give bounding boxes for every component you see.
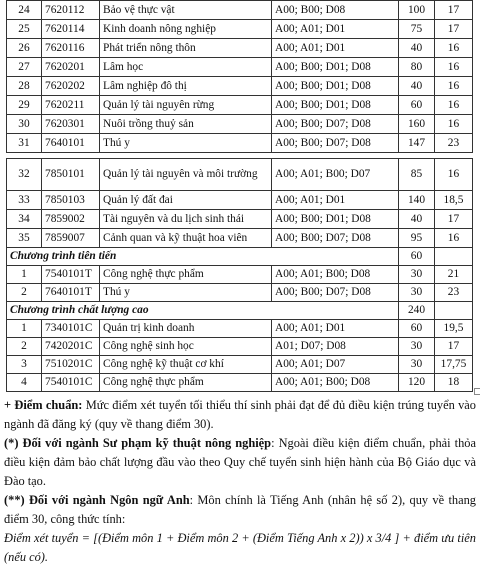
major-name: Nuôi trồng thuỷ sản [100,115,272,134]
subject-combination: A00; A01; D01 [272,191,399,210]
note-formula: Điểm xét tuyển = [(Điểm môn 1 + Điểm môn 2 + (Điểm Tiếng Anh x 2)) x 3/4 ] + điểm ưu tiên (nếu có). [4,531,476,564]
subject-combination: A01; D07; D08 [272,338,399,356]
major-name: Kinh doanh nông nghiệp [100,20,272,39]
section-row [7,248,473,266]
section-title: Chương trình chất lượng cao [7,302,399,320]
note-agri-pedagogy-label: (*) Đối với ngành Sư phạm kỹ thuật nông nghiệp [4,436,272,450]
quota: 30 [399,338,435,356]
major-code: 7640101T [42,284,100,302]
row-number: 33 [7,191,42,210]
major-name: Thú y [100,134,272,153]
table-row [7,229,473,248]
subject-combination: A00; B00; D01; D08 [272,96,399,115]
standard-score: 16 [435,39,473,58]
table-row [7,58,473,77]
subject-combination: A00; B00; D08 [272,1,399,20]
row-number: 24 [7,1,42,20]
standard-score: 17,75 [435,356,473,374]
major-name: Công nghệ thực phẩm [100,266,272,284]
standard-score: 16 [435,77,473,96]
table-row [7,320,473,338]
major-name: Quản trị kinh doanh [100,320,272,338]
quota: 30 [399,284,435,302]
section-title: Chương trình tiên tiến [7,248,399,266]
major-code: 7420201C [42,338,100,356]
quota: 75 [399,20,435,39]
empty-cell [435,248,473,266]
major-name: Công nghệ kỹ thuật cơ khí [100,356,272,374]
row-number: 29 [7,96,42,115]
standard-score: 16 [435,159,473,191]
row-number: 27 [7,58,42,77]
major-name: Thú y [100,284,272,302]
standard-score: 17 [435,338,473,356]
note-english-text: : Môn chính là Tiếng Anh (nhân hệ số 2), quy về thang điểm 30, công thức tính: [4,493,476,526]
subject-combination: A00; B00; D07; D08 [272,134,399,153]
table-row [7,115,473,134]
subject-combination: A00; B00; D01; D08 [272,58,399,77]
notes-section [4,396,476,567]
quota: 85 [399,159,435,191]
standard-score: 19,5 [435,320,473,338]
major-name: Công nghệ sinh học [100,338,272,356]
table-row [7,210,473,229]
row-number: 28 [7,77,42,96]
standard-score: 18,5 [435,191,473,210]
row-number: 26 [7,39,42,58]
note-agri-pedagogy [4,434,476,491]
standard-score: 16 [435,229,473,248]
standard-score: 17 [435,210,473,229]
major-code: 7620114 [42,20,100,39]
quota: 40 [399,210,435,229]
major-name: Bảo vệ thực vật [100,1,272,20]
section-row [7,302,473,320]
quota: 80 [399,58,435,77]
major-name: Lâm nghiệp đô thị [100,77,272,96]
row-number: 31 [7,134,42,153]
subject-combination: A00; A01; B00; D08 [272,374,399,392]
standard-score: 23 [435,284,473,302]
quota: 140 [399,191,435,210]
quota: 120 [399,374,435,392]
note-standard-score-text: Mức điểm xét tuyển tối thiểu thí sinh phải đạt để đủ điều kiện trúng tuyển vào ngành đã đăng ký (quy về thang điểm 30). [4,398,476,431]
section-quota: 60 [399,248,435,266]
major-code: 7510201C [42,356,100,374]
table-row [7,159,473,191]
admission-score-table [6,0,473,392]
row-number: 30 [7,115,42,134]
quota: 30 [399,266,435,284]
standard-score: 17 [435,1,473,20]
quota: 60 [399,96,435,115]
table-row [7,77,473,96]
note-english-label: (**) Đối với ngành Ngôn ngữ Anh [4,493,190,507]
row-number: 32 [7,159,42,191]
row-number: 3 [7,356,42,374]
major-code: 7340101C [42,320,100,338]
table-row [7,20,473,39]
major-code: 7620211 [42,96,100,115]
note-standard-score-label: + Điểm chuẩn: [4,398,83,412]
major-code: 7620112 [42,1,100,20]
row-number: 4 [7,374,42,392]
table-row [7,356,473,374]
major-name: Quản lý tài nguyên rừng [100,96,272,115]
major-code: 7620116 [42,39,100,58]
row-number: 1 [7,266,42,284]
standard-score: 23 [435,134,473,153]
table-row [7,1,473,20]
quota: 160 [399,115,435,134]
major-name: Lâm học [100,58,272,77]
table-row [7,338,473,356]
note-english [4,491,476,529]
table-row [7,134,473,153]
subject-combination: A00; B00; D01; D08 [272,77,399,96]
table-row [7,374,473,392]
major-code: 7540101T [42,266,100,284]
subject-combination: A00; A01; D01 [272,20,399,39]
standard-score: 18 [435,374,473,392]
major-code: 7859002 [42,210,100,229]
subject-combination: A00; B00; D07; D08 [272,115,399,134]
quota: 40 [399,39,435,58]
major-code: 7620201 [42,58,100,77]
major-name: Tài nguyên và du lịch sinh thái [100,210,272,229]
row-number: 25 [7,20,42,39]
row-number: 34 [7,210,42,229]
standard-score: 16 [435,96,473,115]
major-name: Quản lý đất đai [100,191,272,210]
standard-score: 21 [435,266,473,284]
major-code: 7850101 [42,159,100,191]
major-name: Phát triển nông thôn [100,39,272,58]
subject-combination: A00; B00; D07; D08 [272,229,399,248]
standard-score: 16 [435,58,473,77]
major-name: Cảnh quan và kỹ thuật hoa viên [100,229,272,248]
note-standard-score [4,396,476,434]
table-row [7,284,473,302]
table-resize-handle[interactable] [474,388,480,395]
section-quota: 240 [399,302,435,320]
subject-combination: A00; B00; D07; D08 [272,284,399,302]
major-code: 7620202 [42,77,100,96]
row-number: 2 [7,284,42,302]
row-number: 1 [7,320,42,338]
subject-combination: A00; A01; D01 [272,39,399,58]
major-name: Quản lý tài nguyên và môi trường [100,159,272,191]
standard-score: 16 [435,115,473,134]
major-code: 7620301 [42,115,100,134]
quota: 60 [399,320,435,338]
quota: 40 [399,77,435,96]
quota: 30 [399,356,435,374]
quota: 147 [399,134,435,153]
table-row [7,191,473,210]
row-number: 35 [7,229,42,248]
quota: 100 [399,1,435,20]
row-number: 2 [7,338,42,356]
note-agri-pedagogy-text: : Ngoài điều kiện điểm chuẩn, phải thỏa điều kiện đảm bảo chất lượng đầu vào theo Quy chế tuyển sinh hiện hành của Bộ Giáo dục và Đào tạo. [4,436,476,488]
standard-score: 17 [435,20,473,39]
table-row [7,39,473,58]
subject-combination: A00; A01; B00; D08 [272,266,399,284]
subject-combination: A00; B00; D01; D08 [272,210,399,229]
major-name: Công nghệ thực phẩm [100,374,272,392]
subject-combination: A00; A01; B00; D07 [272,159,399,191]
subject-combination: A00; A01; D01 [272,320,399,338]
table-row [7,266,473,284]
major-code: 7859007 [42,229,100,248]
major-code: 7540101C [42,374,100,392]
major-code: 7640101 [42,134,100,153]
empty-cell [435,302,473,320]
quota: 95 [399,229,435,248]
major-code: 7850103 [42,191,100,210]
table-row [7,96,473,115]
subject-combination: A00; A01; D07 [272,356,399,374]
